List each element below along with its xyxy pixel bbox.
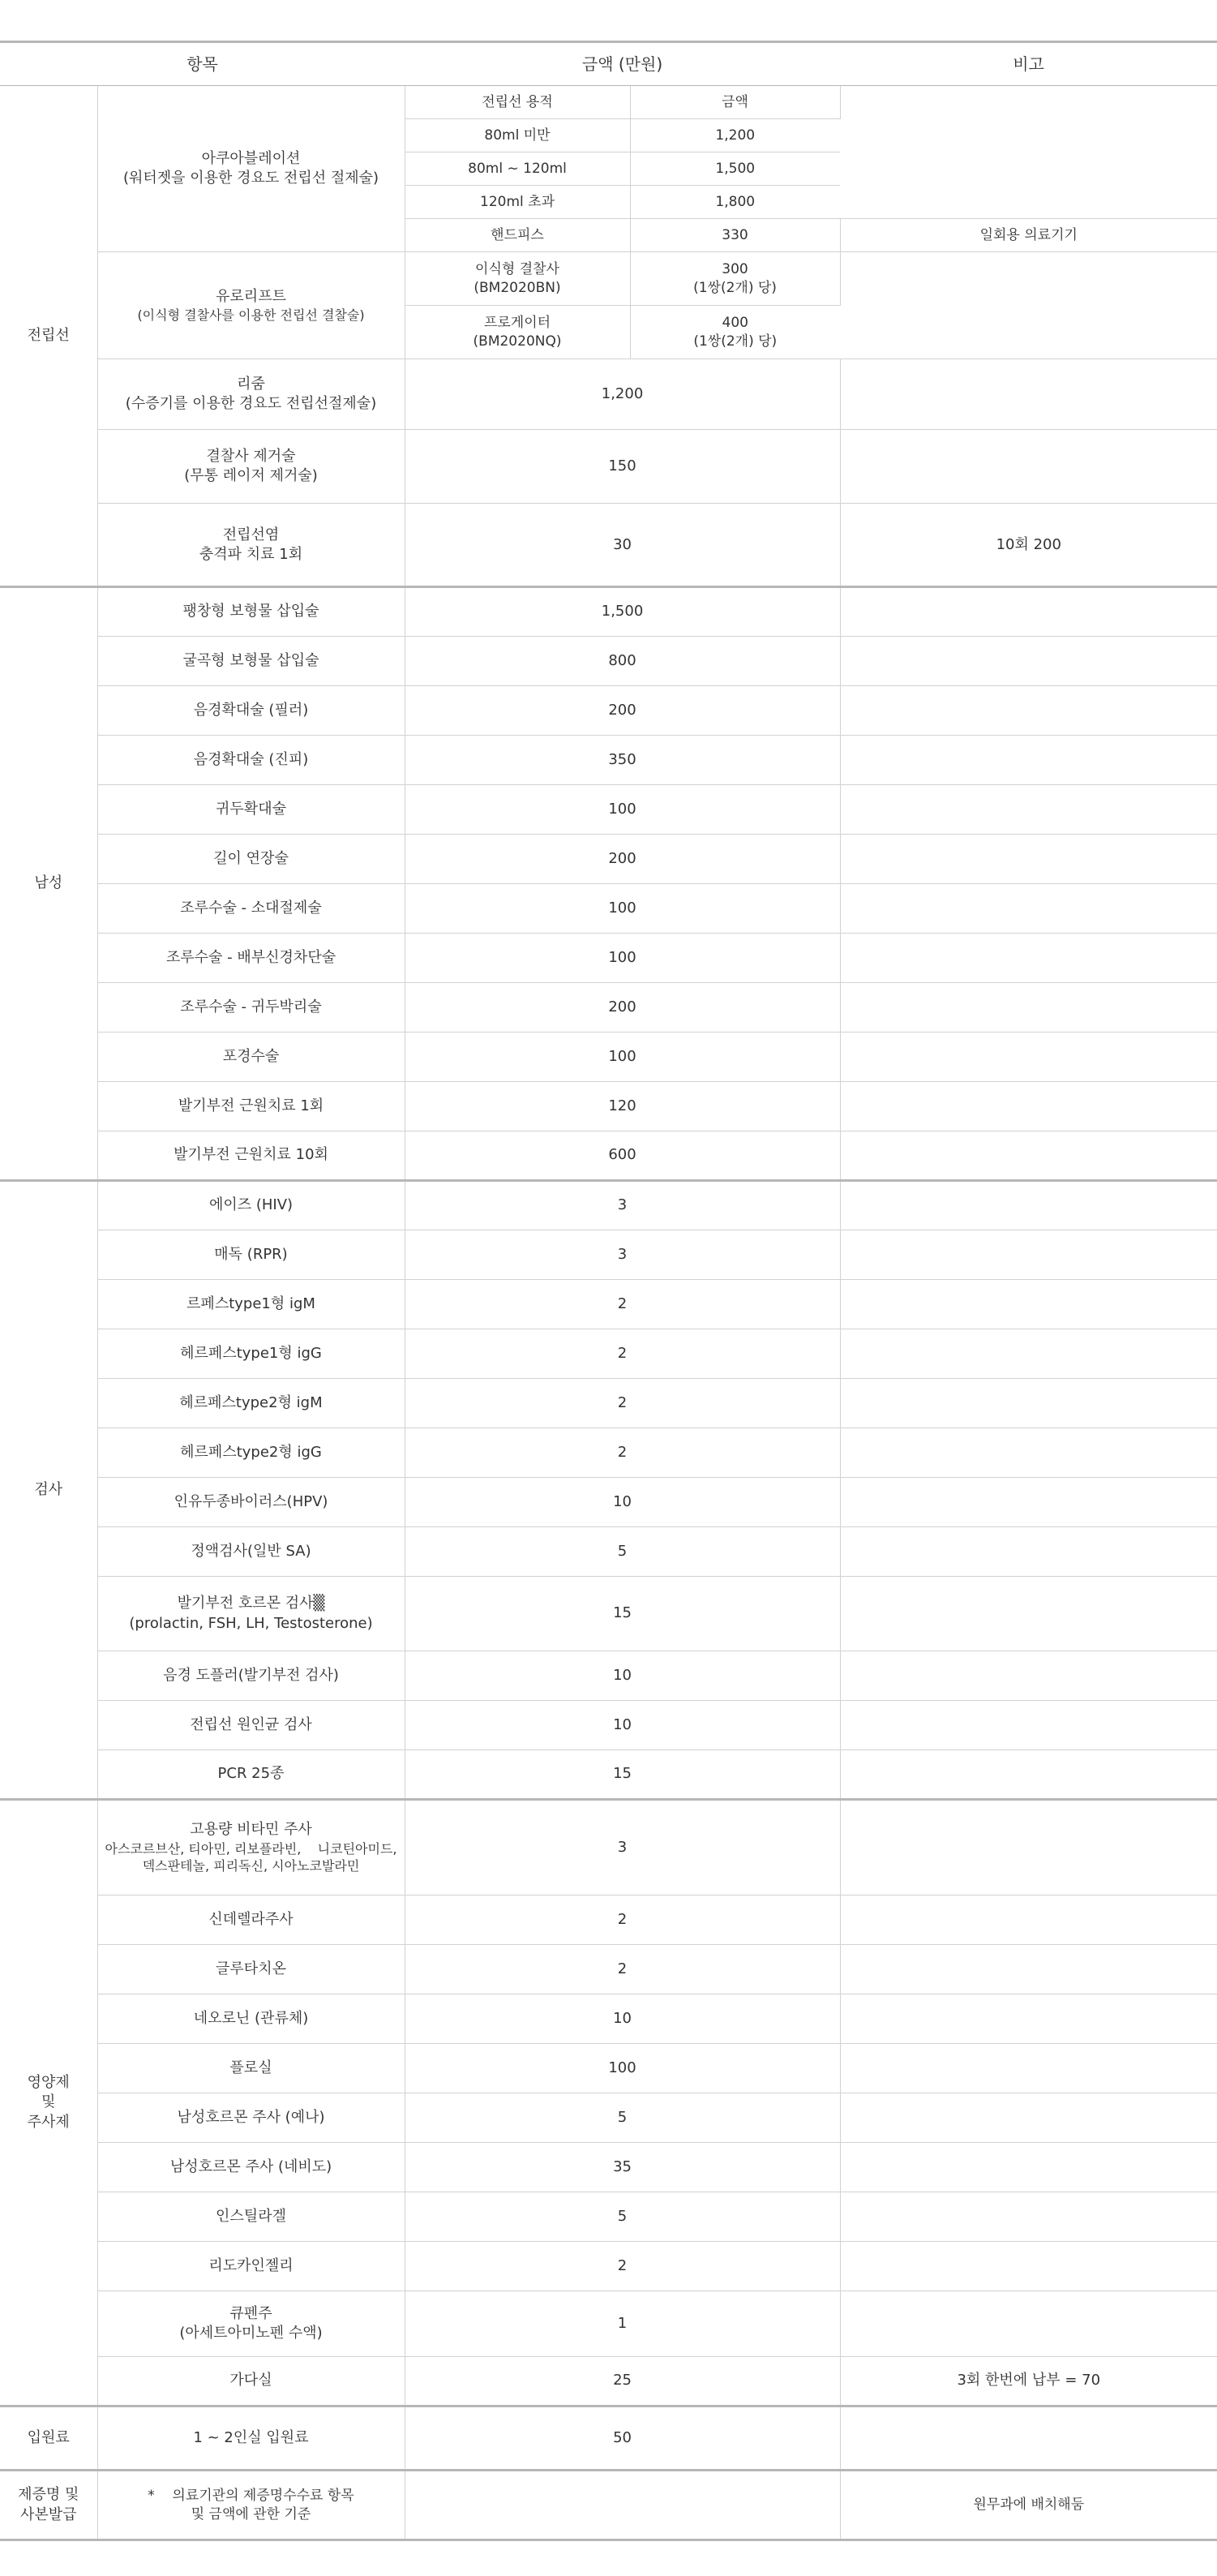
item-desc: (prolactin, FSH, LH, Testosterone) <box>129 1614 373 1632</box>
item-name: 프로게이터 <box>483 314 551 331</box>
category-line: 주사제 <box>27 2113 70 2131</box>
note-cell <box>840 1181 1217 1230</box>
note-cell <box>840 2143 1217 2192</box>
table-row <box>0 587 1217 637</box>
amount-cell: 1,500 <box>405 587 840 637</box>
note-cell <box>840 1994 1217 2044</box>
item-cell <box>405 306 630 359</box>
item-desc: 충격파 치료 1회 <box>199 546 303 563</box>
table-row <box>0 686 1217 736</box>
note-cell <box>840 359 1217 430</box>
item-code: (BM2020BN) <box>474 279 561 296</box>
item-desc: (수증기를 이용한 경요도 전립선절제술) <box>125 395 377 412</box>
amount-cell: 600 <box>405 1131 840 1181</box>
note-cell <box>840 1033 1217 1082</box>
note-cell <box>840 1750 1217 1800</box>
amount-cell: 15 <box>405 1750 840 1800</box>
aquablation-name: 아쿠아블레이션 <box>201 149 301 167</box>
table-row <box>0 884 1217 934</box>
amount-cell: 120 <box>405 1082 840 1131</box>
amount-cell: 35 <box>405 2143 840 2192</box>
note-cell <box>840 2406 1217 2471</box>
aquablation-cell <box>97 86 405 252</box>
urolift-name: 유로리프트 <box>216 287 286 305</box>
category-admission: 입원료 <box>0 2406 97 2471</box>
note-cell <box>840 884 1217 934</box>
table-row <box>0 2471 1217 2540</box>
item-name: 큐펜주 <box>229 2304 272 2322</box>
note-cell <box>840 1800 1217 1896</box>
note-cell <box>840 1701 1217 1750</box>
item-name: 리줌 <box>237 375 265 393</box>
amount-cell: 800 <box>405 637 840 686</box>
item-cell: 귀두확대술 <box>97 785 405 835</box>
item-cell: 인스틸라겔 <box>97 2192 405 2242</box>
note-cell <box>840 1527 1217 1577</box>
table-row <box>0 1329 1217 1379</box>
table-row <box>0 736 1217 785</box>
table-row <box>0 1945 1217 1994</box>
price-table <box>0 41 1217 2541</box>
table-header-row <box>0 42 1217 86</box>
item-cell: 남성호르몬 주사 (예나) <box>97 2093 405 2143</box>
amount-cell: 3 <box>405 1230 840 1280</box>
table-row <box>0 2093 1217 2143</box>
note-cell <box>840 2192 1217 2242</box>
table-row <box>0 1800 1217 1896</box>
header-item: 항목 <box>0 42 405 86</box>
amount-cell: 2 <box>405 1428 840 1478</box>
note-cell <box>840 2242 1217 2291</box>
category-line: 및 <box>41 2093 56 2111</box>
item-cell <box>97 504 405 587</box>
table-row <box>0 1230 1217 1280</box>
table-row <box>0 1701 1217 1750</box>
table-row <box>0 1082 1217 1131</box>
item-cell: 신데렐라주사 <box>97 1896 405 1945</box>
table-row <box>0 1750 1217 1800</box>
item-cell: 매독 (RPR) <box>97 1230 405 1280</box>
amount-unit: (1쌍(2개) 당) <box>693 279 777 296</box>
amount-cell: 2 <box>405 2242 840 2291</box>
item-cell: 헤르페스type2형 igM <box>97 1379 405 1428</box>
item-cell: 헤르페스type1형 igG <box>97 1329 405 1379</box>
item-desc: 아스코르브산, 티아민, 리보플라빈, 니코틴아미드, <box>105 1840 397 1857</box>
amount-cell: 10 <box>405 1651 840 1701</box>
volume-cell: 80ml 미만 <box>405 119 630 152</box>
table-row <box>0 252 1217 306</box>
table-row <box>0 2291 1217 2357</box>
category-line: 영양제 <box>27 2074 70 2092</box>
amount-cell: 10 <box>405 1994 840 2044</box>
urolift-desc: (이식형 결찰사를 이용한 전립선 결찰술) <box>137 307 365 323</box>
urolift-cell <box>97 252 405 359</box>
note-cell <box>840 1428 1217 1478</box>
table-row <box>0 1896 1217 1945</box>
item-cell: 헤르페스type2형 igG <box>97 1428 405 1478</box>
volume-cell: 80ml ~ 120ml <box>405 152 630 186</box>
note-cell: 일회용 의료기기 <box>840 219 1217 252</box>
amount-cell: 200 <box>405 835 840 884</box>
amount-unit: (1쌍(2개) 당) <box>693 333 778 350</box>
item-cell: 에이즈 (HIV) <box>97 1181 405 1230</box>
item-cell: 네오로닌 (관류체) <box>97 1994 405 2044</box>
table-row <box>0 1577 1217 1651</box>
table-row <box>0 1428 1217 1478</box>
table-row <box>0 2192 1217 2242</box>
item-desc: (무통 레이저 제거술) <box>184 467 318 484</box>
amount-cell: 5 <box>405 1527 840 1577</box>
amount-cell: 5 <box>405 2093 840 2143</box>
item-name: 발기부전 호르몬 검사▒ <box>177 1595 325 1612</box>
item-desc: 덱스판테놀, 피리독신, 시아노코발라민 <box>142 1858 360 1874</box>
item-cell <box>97 2291 405 2357</box>
header-note: 비고 <box>840 42 1217 86</box>
item-cell: 조루수술 - 소대절제술 <box>97 884 405 934</box>
table-row <box>0 2406 1217 2471</box>
note-cell <box>840 1082 1217 1131</box>
amount-cell: 2 <box>405 1379 840 1428</box>
item-cell: 인유두종바이러스(HPV) <box>97 1478 405 1527</box>
amount-cell: 350 <box>405 736 840 785</box>
amount-cell: 2 <box>405 1280 840 1329</box>
note-cell <box>840 1131 1217 1181</box>
note-cell: 10회 200 <box>840 504 1217 587</box>
item-cell: 1 ~ 2인실 입원료 <box>97 2406 405 2471</box>
note-cell <box>840 983 1217 1033</box>
category-prostate: 전립선 <box>0 86 97 587</box>
item-name: 전립선염 <box>222 526 280 543</box>
item-name: 고용량 비타민 주사 <box>190 1821 312 1839</box>
table-row <box>0 504 1217 587</box>
note-cell <box>840 587 1217 637</box>
amount-cell: 1,200 <box>630 119 840 152</box>
amount-cell: 10 <box>405 1478 840 1527</box>
amount-cell: 5 <box>405 2192 840 2242</box>
note-cell <box>840 1945 1217 1994</box>
item-cell: 굴곡형 보형물 삽입술 <box>97 637 405 686</box>
item-cell: 조루수술 - 귀두박리술 <box>97 983 405 1033</box>
amount-value: 300 <box>722 260 748 277</box>
note-cell <box>840 2044 1217 2093</box>
volume-header: 전립선 용적 <box>405 86 630 119</box>
item-cell: 포경수술 <box>97 1033 405 1082</box>
item-cell: 발기부전 근원치료 1회 <box>97 1082 405 1131</box>
category-certificate <box>0 2471 97 2540</box>
category-nutrition <box>0 1800 97 2406</box>
category-male: 남성 <box>0 587 97 1181</box>
table-row <box>0 1131 1217 1181</box>
amount-cell: 3 <box>405 1181 840 1230</box>
note-cell <box>840 1280 1217 1329</box>
volume-cell: 120ml 초과 <box>405 186 630 219</box>
header-amount: 금액 (만원) <box>405 42 840 86</box>
amount-cell: 2 <box>405 1329 840 1379</box>
amount-cell: 1,500 <box>630 152 840 186</box>
item-cell: 발기부전 근원치료 10회 <box>97 1131 405 1181</box>
amount-cell: 1,200 <box>405 359 840 430</box>
amount-cell: 50 <box>405 2406 840 2471</box>
note-cell <box>840 1329 1217 1379</box>
amount-cell: 100 <box>405 884 840 934</box>
item-cell: 리도카인젤리 <box>97 2242 405 2291</box>
note-cell <box>840 835 1217 884</box>
item-cell: 팽창형 보형물 삽입술 <box>97 587 405 637</box>
table-row <box>0 1033 1217 1082</box>
item-cell: PCR 25종 <box>97 1750 405 1800</box>
item-desc: 및 금액에 관한 기준 <box>191 2505 311 2522</box>
item-code: (BM2020NQ) <box>473 333 562 350</box>
amount-cell: 1,800 <box>630 186 840 219</box>
amount-cell: 3 <box>405 1800 840 1896</box>
table-row <box>0 983 1217 1033</box>
item-cell: 글루타치온 <box>97 1945 405 1994</box>
item-cell <box>405 252 630 306</box>
volume-cell: 핸드피스 <box>405 219 630 252</box>
table-row <box>0 934 1217 983</box>
note-cell <box>840 1230 1217 1280</box>
table-row <box>0 2357 1217 2406</box>
amount-header: 금액 <box>630 86 840 119</box>
table-row <box>0 1651 1217 1701</box>
note-cell <box>840 785 1217 835</box>
note-cell <box>840 1478 1217 1527</box>
item-cell: 음경확대술 (진피) <box>97 736 405 785</box>
item-cell: 정액검사(일반 SA) <box>97 1527 405 1577</box>
amount-cell: 100 <box>405 1033 840 1082</box>
note-cell <box>840 1577 1217 1651</box>
item-cell <box>97 430 405 504</box>
amount-cell: 100 <box>405 934 840 983</box>
item-cell <box>97 1800 405 1896</box>
note-cell <box>840 252 1217 359</box>
table-row <box>0 430 1217 504</box>
table-row <box>0 86 1217 119</box>
amount-cell <box>630 252 840 306</box>
note-cell <box>840 1379 1217 1428</box>
note-cell <box>840 686 1217 736</box>
note-cell <box>840 86 1217 219</box>
item-cell <box>97 2471 405 2540</box>
amount-cell <box>630 306 840 359</box>
category-test: 검사 <box>0 1181 97 1800</box>
table-row <box>0 2143 1217 2192</box>
item-cell: 전립선 원인균 검사 <box>97 1701 405 1750</box>
item-cell: 조루수술 - 배부신경차단술 <box>97 934 405 983</box>
note-cell <box>840 430 1217 504</box>
amount-cell: 30 <box>405 504 840 587</box>
amount-cell: 2 <box>405 1896 840 1945</box>
item-cell: 가다실 <box>97 2357 405 2406</box>
item-cell <box>97 359 405 430</box>
amount-value: 400 <box>722 314 748 331</box>
table-row <box>0 2242 1217 2291</box>
table-row <box>0 785 1217 835</box>
table-row <box>0 1379 1217 1428</box>
amount-cell: 10 <box>405 1701 840 1750</box>
table-row <box>0 1527 1217 1577</box>
amount-cell <box>405 2471 840 2540</box>
amount-cell: 330 <box>630 219 840 252</box>
table-row <box>0 359 1217 430</box>
note-cell <box>840 736 1217 785</box>
note-cell <box>840 637 1217 686</box>
note-cell <box>840 2093 1217 2143</box>
category-line: 사본발급 <box>19 2505 77 2523</box>
note-cell <box>840 2291 1217 2357</box>
item-cell: 르페스type1형 igM <box>97 1280 405 1329</box>
table-row <box>0 1181 1217 1230</box>
item-desc: (아세트아미노펜 수액) <box>179 2325 323 2342</box>
table-row <box>0 2044 1217 2093</box>
table-row <box>0 1478 1217 1527</box>
item-cell: 음경확대술 (필러) <box>97 686 405 736</box>
aquablation-desc: (워터젯을 이용한 경요도 전립선 절제술) <box>122 170 379 187</box>
amount-cell: 1 <box>405 2291 840 2357</box>
note-cell: 원무과에 배치해둠 <box>840 2471 1217 2540</box>
item-cell: 음경 도플러(발기부전 검사) <box>97 1651 405 1701</box>
note-cell <box>840 1651 1217 1701</box>
item-cell: 길이 연장술 <box>97 835 405 884</box>
item-name: 결찰사 제거술 <box>206 447 296 465</box>
amount-cell: 150 <box>405 430 840 504</box>
category-line: 제증명 및 <box>18 2486 79 2504</box>
note-cell <box>840 934 1217 983</box>
table-row <box>0 637 1217 686</box>
amount-cell: 100 <box>405 785 840 835</box>
amount-cell: 15 <box>405 1577 840 1651</box>
note-cell <box>840 1896 1217 1945</box>
note-cell: 3회 한번에 납부 = 70 <box>840 2357 1217 2406</box>
table-row <box>0 1994 1217 2044</box>
amount-cell: 200 <box>405 686 840 736</box>
amount-cell: 100 <box>405 2044 840 2093</box>
table-row <box>0 1280 1217 1329</box>
table-row <box>0 835 1217 884</box>
amount-cell: 200 <box>405 983 840 1033</box>
item-cell <box>97 1577 405 1651</box>
amount-cell: 25 <box>405 2357 840 2406</box>
item-cell: 남성호르몬 주사 (네비도) <box>97 2143 405 2192</box>
item-name: 이식형 결찰사 <box>475 260 559 277</box>
item-cell: 플로실 <box>97 2044 405 2093</box>
item-name: * 의료기관의 제증명수수료 항목 <box>148 2487 354 2504</box>
amount-cell: 2 <box>405 1945 840 1994</box>
